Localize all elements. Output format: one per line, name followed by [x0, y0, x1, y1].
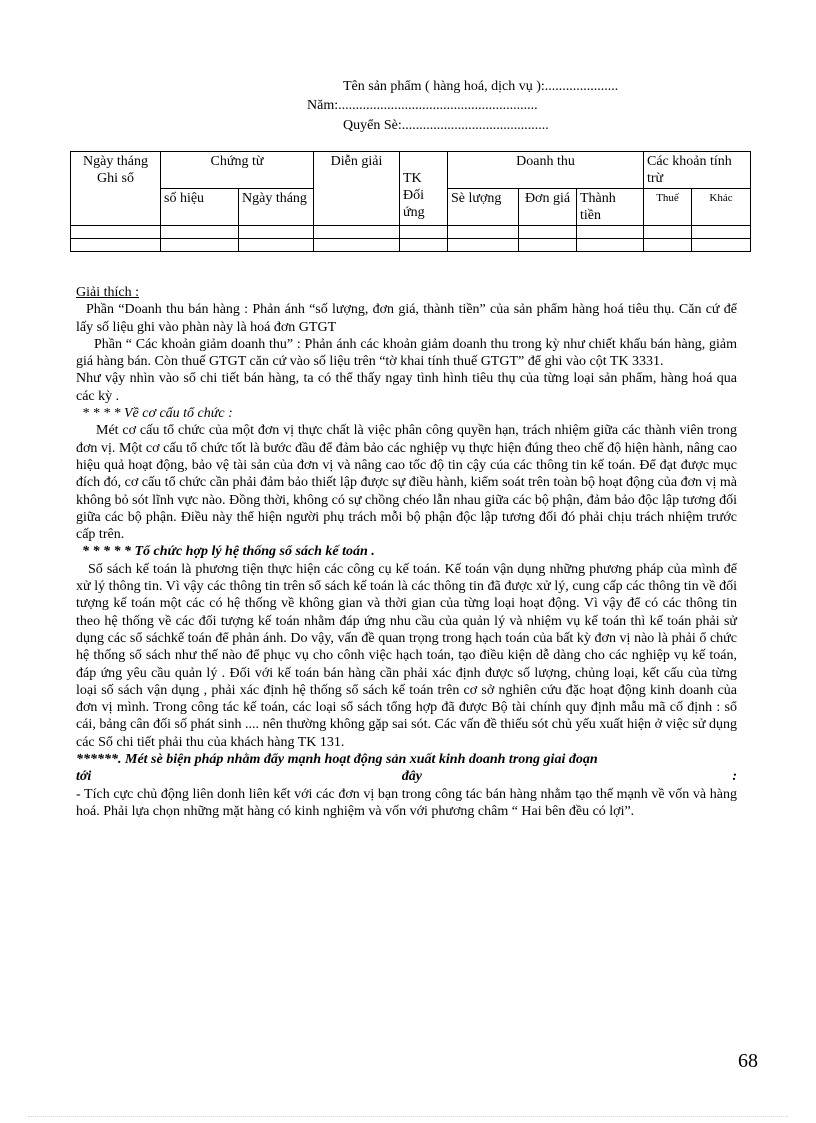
col-voucher-date: Ngày tháng: [239, 189, 314, 226]
paragraph-measures: - Tích cực chủ động liên donh liên kết với các đơn vị bạn trong công tác bán hàng nhằm tạo thế mạnh về vốn và hàng hoá. Phải lựa chọn những mặt hàng có kinh nghiệm và vốn với phương châm “ Hai bên đều có lợi”.: [76, 786, 737, 819]
section-heading-measures: ******. Mét sè biện pháp nhằm đẩy mạnh hoạt động sản xuất kinh doanh trong giai đoạn: [76, 752, 598, 768]
col-voucher-no: số hiệu: [161, 189, 239, 226]
col-deductions: Các khoản tính trừ: [644, 152, 751, 189]
heading-colon: :: [732, 769, 737, 785]
col-unit-price: Đơn giá: [519, 189, 577, 226]
book-line: Quyển Sè:..........................................: [343, 118, 549, 133]
page-number: 68: [738, 1050, 758, 1072]
document-body: [76, 284, 737, 820]
col-other: Khác: [692, 189, 751, 226]
paragraph-revenue: Phần “Doanh thu bán hàng : Phản ánh “số lượng, đơn giá, thành tiền” của sản phẩm hàng hoá tiêu thụ. Căn cứ để lấy số liệu ghi vào phàn này là hoá đơn GTGT: [76, 302, 737, 335]
col-voucher: Chứng từ: [161, 152, 314, 189]
table-header-row-1: [71, 152, 751, 189]
paragraph-organization: Mét cơ cấu tổ chức của một đơn vị thực chất là việc phân công quyền hạn, trách nhiệm giữa các thành viên trong đơn vị. Một cơ cấu tổ chức tốt là bước đầu để đảm bảo các nghiệp vụ thực hiện đúng theo chế độ hiện hành, nâng cao hiệu quả hoạt động, bảo vệ tài sản của đơn vị và nâng cao tốc độ tin cậy cúa các thông tin kế toán. Để đạt được mục đích đó, cơ cấu tổ chức cần phải đảm bảo thiết lập được sự điều hành, kiểm soát trên toàn bộ hoạt động của đơn vị mà không bỏ sót lĩnh vực nào. Đồng thời, không có sự chồng chéo lẫn nhau giữa các bộ phận, đảm bảo độc lập tương đối giữa các bộ phận. Điều này thể hiện người phụ trách mỗi bộ phận độc lập tương đối đó phải chịu trách nhiệm trước cấp trên.: [76, 423, 737, 543]
table-row: [71, 226, 751, 239]
sales-detail-ledger-table: [70, 151, 751, 252]
col-description: Diễn giải: [314, 152, 400, 226]
heading-word-toi: tới: [76, 769, 92, 785]
col-account: TK Đối ứng: [400, 152, 448, 226]
col-date-recorded: Ngày tháng Ghi sổ: [71, 152, 161, 226]
table-row: [71, 239, 751, 252]
paragraph-bookkeeping: Sổ sách kế toán là phương tiện thực hiện các công cụ kế toán. Kế toán vận dụng những phương pháp của mình để xử lý thông tin. Vì vậy các thông tin trên sổ sách kế toán là các thông tin đã được xử lý, cung cấp các thông tin về đối tượng kế toán một các có hệ thống về không gian và thời gian của từng loại hoạt động. Vì vậy để có các thông tin theo hệ thống về các đối tượng kế toán nhằm đáp ứng nhu cầu của quản lý và nhiệm vụ kế toán thì kế toán phải sử dụng các sổ sáchkế toán để phản ánh. Do vậy, vấn đề quan trọng trong hạch toán của bất kỳ đơn vị nào là phải ổ chức hệ thống sổ sách như thế nào để phục vụ cho cônh việc hạch toán, tạo điều kiện dễ dàng cho các nghiệp vụ kế toán, đáp ứng yêu cầu quản lý . Đối với kế toán bán hàng cần phải xác định được số lượng, chủng loại, kết cấu của từng loại số sách vận dụng , phải xác định hệ thống sổ sách kế toán trên cơ sở nghiên cứu đặc hoạt động kinh doanh của đơn vị mình. Trong công tác kế toán, các loại sổ sách tổng hợp đã được Bộ tài chính quy định mẫu mã cố định : sổ cái, bảng cân đối số phát sinh .... nên thường không gặp sai sót. Các vấn đề thiếu sót chủ yếu xuất hiện ở việc sử dụng các Sổ chi tiết phải thu của khách hàng TK 131.: [76, 561, 737, 750]
footer-dotted-rule: [28, 1116, 788, 1117]
paragraph-summary: Như vậy nhìn vào sổ chi tiết bán hàng, ta có thể thấy ngay tình hình tiêu thụ của từng loại sản phẩm, hàng hoá qua các kỳ .: [76, 371, 737, 404]
section-heading-bookkeeping: * * * * * Tổ chức hợp lý hệ thống sổ sách kế toán .: [82, 544, 375, 560]
col-revenue: Doanh thu: [448, 152, 644, 189]
section-heading-organization: * * * * Về cơ cấu tổ chức :: [82, 406, 233, 422]
col-amount: Thành tiền: [577, 189, 644, 226]
heading-word-day: đây: [401, 769, 422, 785]
col-quantity: Sè lượng: [448, 189, 519, 226]
explanation-heading: Giải thích :: [76, 285, 139, 300]
paragraph-deductions: Phần “ Các khoản giảm doanh thu” : Phản ánh các khoản giảm doanh thu trong kỳ như chiết khấu bán hàng, giảm giá hàng bán. Còn thuế GTGT căn cứ vào số liệu trên “tờ khai tính thuế GTGT” để ghi vào cột TK 3331.: [76, 336, 737, 370]
year-line: Năm:.........................................................: [307, 98, 538, 113]
col-tax: Thuế: [644, 189, 692, 226]
section-heading-measures-continued: [76, 768, 737, 785]
product-name-line: Tên sản phẩm ( hàng hoá, dịch vụ ):.....................: [343, 79, 619, 94]
